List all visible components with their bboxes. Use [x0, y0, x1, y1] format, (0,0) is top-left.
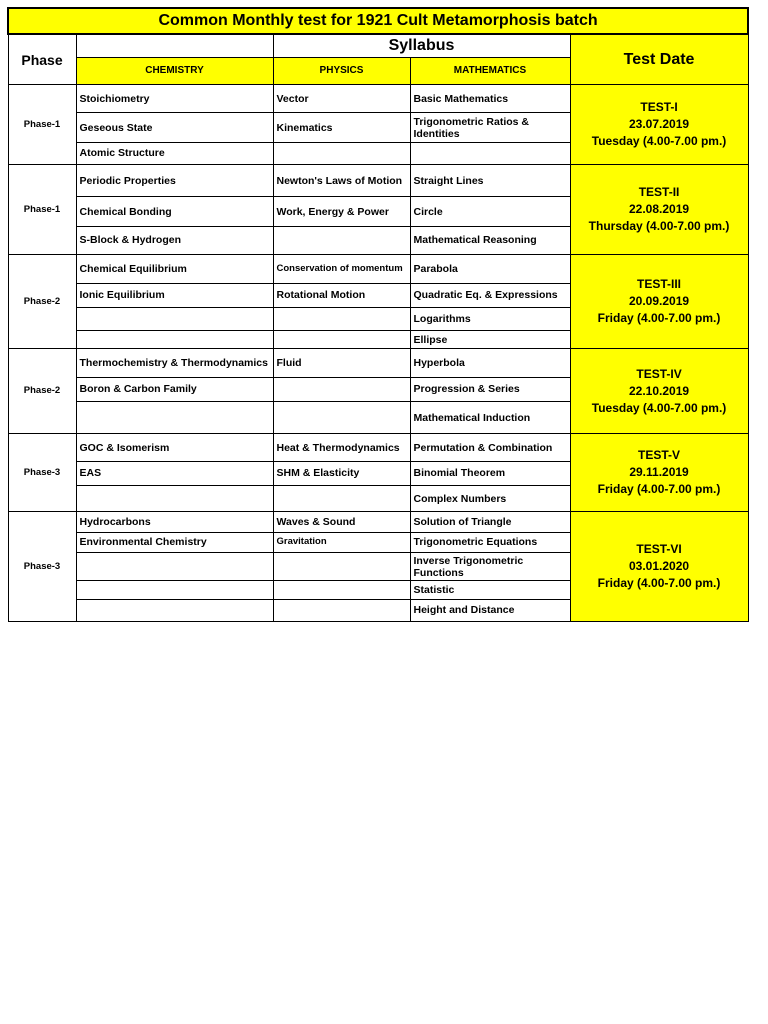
table-row	[8, 434, 748, 461]
test-time: Tuesday (4.00-7.00 pm.)	[591, 400, 727, 415]
test-name: TEST-II	[638, 185, 680, 200]
mathematics-topic-cell: Logarithms	[410, 307, 570, 330]
phase-label: Phase-1	[8, 85, 76, 165]
mathematics-topic-cell: Ellipse	[410, 331, 570, 349]
chemistry-topic-cell: Chemical Equilibrium	[76, 255, 273, 283]
chemistry-topic-cell: Hydrocarbons	[76, 512, 273, 532]
mathematics-topic-cell	[410, 142, 570, 164]
chemistry-topic-cell: Environmental Chemistry	[76, 532, 273, 552]
physics-topic-cell: Heat & Thermodynamics	[273, 434, 410, 461]
phase-label: Phase-2	[8, 255, 76, 349]
physics-topic-cell: Conservation of momentum	[273, 255, 410, 283]
test-name: TEST-I	[640, 100, 678, 114]
mathematics-topic-cell: Binomial Theorem	[410, 461, 570, 485]
test-name: TEST-V	[638, 448, 681, 463]
test-name: TEST-IV	[636, 366, 682, 381]
physics-topic-cell	[273, 552, 410, 580]
chemistry-topic-cell	[76, 581, 273, 599]
chemistry-topic-cell: Atomic Structure	[76, 142, 273, 164]
schedule-table	[7, 7, 749, 622]
syllabus-header: Syllabus	[273, 34, 570, 58]
physics-topic-cell: Gravitation	[273, 532, 410, 552]
test-time: Friday (4.00-7.00 pm.)	[597, 311, 721, 326]
chemistry-header: CHEMISTRY	[76, 58, 273, 85]
phase-label: Phase-3	[8, 434, 76, 512]
mathematics-topic-cell: Height and Distance	[410, 599, 570, 621]
physics-topic-cell: Rotational Motion	[273, 283, 410, 307]
physics-topic-cell	[273, 377, 410, 401]
mathematics-topic-cell: Straight Lines	[410, 165, 570, 197]
test-date-header: Test Date	[570, 34, 748, 85]
physics-topic-cell: Vector	[273, 85, 410, 113]
chemistry-topic-cell	[76, 599, 273, 621]
phase-label: Phase-1	[8, 165, 76, 255]
physics-topic-cell	[273, 402, 410, 434]
sheet-title: Common Monthly test for 1921 Cult Metamorphosis batch	[8, 8, 748, 34]
test-name: TEST-III	[637, 277, 682, 292]
chemistry-topic-cell: Thermochemistry & Thermodynamics	[76, 349, 273, 377]
table-row	[8, 165, 748, 197]
chemistry-topic-cell: EAS	[76, 461, 273, 485]
chemistry-topic-cell	[76, 402, 273, 434]
table-row	[8, 85, 748, 113]
physics-topic-cell: Kinematics	[273, 113, 410, 142]
mathematics-topic-cell: Mathematical Induction	[410, 402, 570, 434]
mathematics-topic-cell: Trigonometric Ratios & Identities	[410, 113, 570, 142]
test-time: Thursday (4.00-7.00 pm.)	[588, 219, 730, 234]
test-date-cell	[570, 255, 748, 349]
test-date-cell	[570, 434, 748, 512]
table-row	[8, 512, 748, 532]
test-date-cell	[570, 85, 748, 165]
physics-topic-cell	[273, 581, 410, 599]
mathematics-topic-cell: Trigonometric Equations	[410, 532, 570, 552]
test-date: 23.07.2019	[629, 117, 690, 131]
physics-topic-cell: SHM & Elasticity	[273, 461, 410, 485]
mathematics-topic-cell: Parabola	[410, 255, 570, 283]
physics-topic-cell	[273, 226, 410, 254]
test-date-cell	[570, 512, 748, 622]
mathematics-topic-cell: Statistic	[410, 581, 570, 599]
title-row	[8, 8, 748, 34]
mathematics-header: MATHEMATICS	[410, 58, 570, 85]
test-date: 22.08.2019	[629, 202, 690, 217]
chemistry-topic-cell	[76, 307, 273, 330]
mathematics-topic-cell: Complex Numbers	[410, 486, 570, 512]
chemistry-topic-cell: S-Block & Hydrogen	[76, 226, 273, 254]
phase-header: Phase	[8, 34, 76, 85]
schedule-body	[8, 85, 748, 622]
physics-topic-cell: Fluid	[273, 349, 410, 377]
test-date: 20.09.2019	[629, 294, 690, 309]
mathematics-topic-cell: Inverse Trigonometric Functions	[410, 552, 570, 580]
chemistry-topic-cell: Boron & Carbon Family	[76, 377, 273, 401]
table-row	[8, 255, 748, 283]
chemistry-topic-cell	[76, 552, 273, 580]
test-date-cell	[570, 349, 748, 434]
physics-topic-cell	[273, 307, 410, 330]
chemistry-topic-cell: Periodic Properties	[76, 165, 273, 197]
chemistry-topic-cell: Chemical Bonding	[76, 197, 273, 226]
physics-topic-cell	[273, 486, 410, 512]
chemistry-topic-cell: GOC & Isomerism	[76, 434, 273, 461]
physics-topic-cell	[273, 599, 410, 621]
mathematics-topic-cell: Basic Mathematics	[410, 85, 570, 113]
test-date: 03.01.2020	[629, 559, 690, 574]
test-date: 22.10.2019	[629, 383, 690, 398]
test-time: Friday (4.00-7.00 pm.)	[597, 576, 721, 591]
mathematics-topic-cell: Hyperbola	[410, 349, 570, 377]
chemistry-topic-cell: Geseous State	[76, 113, 273, 142]
test-time: Tuesday (4.00-7.00 pm.)	[591, 134, 727, 148]
syllabus-header-spacer	[76, 34, 273, 58]
header-row-1	[8, 34, 748, 58]
mathematics-topic-cell: Circle	[410, 197, 570, 226]
test-time: Friday (4.00-7.00 pm.)	[597, 482, 721, 497]
mathematics-topic-cell: Mathematical Reasoning	[410, 226, 570, 254]
physics-topic-cell	[273, 142, 410, 164]
physics-topic-cell	[273, 331, 410, 349]
test-date-cell	[570, 165, 748, 255]
mathematics-topic-cell: Quadratic Eq. & Expressions	[410, 283, 570, 307]
mathematics-topic-cell: Solution of Triangle	[410, 512, 570, 532]
physics-topic-cell: Waves & Sound	[273, 512, 410, 532]
table-row	[8, 349, 748, 377]
chemistry-topic-cell: Stoichiometry	[76, 85, 273, 113]
mathematics-topic-cell: Progression & Series	[410, 377, 570, 401]
chemistry-topic-cell	[76, 331, 273, 349]
physics-topic-cell: Work, Energy & Power	[273, 197, 410, 226]
test-date: 29.11.2019	[629, 465, 689, 480]
chemistry-topic-cell: Ionic Equilibrium	[76, 283, 273, 307]
physics-topic-cell: Newton's Laws of Motion	[273, 165, 410, 197]
test-name: TEST-VI	[636, 542, 682, 557]
physics-header: PHYSICS	[273, 58, 410, 85]
chemistry-topic-cell	[76, 486, 273, 512]
phase-label: Phase-3	[8, 512, 76, 622]
mathematics-topic-cell: Permutation & Combination	[410, 434, 570, 461]
phase-label: Phase-2	[8, 349, 76, 434]
